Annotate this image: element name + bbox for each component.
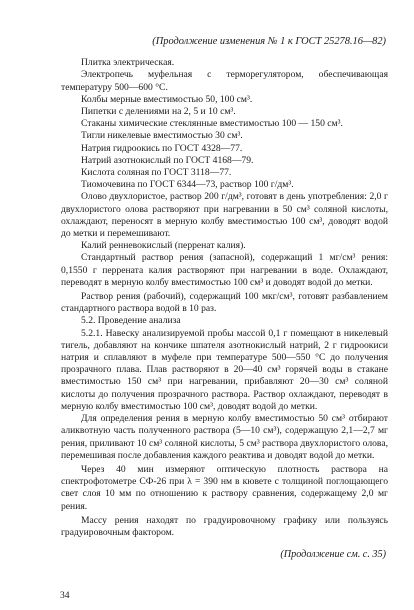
list-item: Кислота соляная по ГОСТ 3118—77. (81, 167, 232, 179)
paragraph-determination: Для определения рения в мерную колбу вместимостью 50 см³ отбирают аликвотную часть полученного раствора (5—10 см³), содержащую 2,1—2,7 мг рения, приливают 10 см³ соляной кислоты, 5 см³ раствора двухлористого олова, перемешивая после добавления каждого реактива и доводят водой до метки. (61, 413, 388, 461)
list-item: Натрия гидроокись по ГОСТ 4328—77. (81, 142, 243, 154)
list-item: Натрий азотнокислый по ГОСТ 4168—79. (81, 154, 254, 166)
section-heading: 5.2. Проведение анализа (81, 315, 181, 327)
paragraph-tin-chloride: Олово двухлористое, раствор 200 г/дм³, готовят в день употребления: 2,0 г двухлористого олова растворяют при нагревании в 50 см³ соляной кислоты, охлаждают, переносят в мерную колбу вместимостью 100 см³, доводят водой до метки и перемешивают. (61, 191, 388, 240)
paragraph-sample-prep: 5.2.1. Навеску анализируемой пробы массой 0,1 г помещают в никелевый тигель, добавляют на кончике шпателя азотнокислый натрий, 2 г гидроокиси натрия и сплавляют в муфеле при температуре 500—550 °С до получения прозрачного плава. Плав растворяют в 20—40 см³ горячей воды в стакане вместимостью 150 см³ при нагревании, прибавляют 20—30 см³ соляной кислоты до получения прозрачного раствора. Раствор охлаждают, переводят в мерную колбу вместимостью 100 см³, доводят водой до метки. (61, 327, 388, 412)
paragraph-calculation: Массу рения находят по градуировочному графику или пользуясь градуировочным фактором. (61, 514, 388, 538)
paragraph-perrhenate: Калий ренневокислый (перренат калия). (81, 240, 246, 252)
paragraph-working-solution: Раствор рения (рабочий), содержащий 100 мкг/см³, готовят разбавлением стандартного раствора водой в 10 раз. (61, 291, 388, 315)
list-item: Пипетки с делениями на 2, 5 и 10 см³. (81, 106, 236, 118)
paragraph-standard-solution: Стандартный раствор рения (запасной), содержащий 1 мг/см³ рения: 0,1550 г перрената калия растворяют при нагревании в воде. Охлаждают, переводят в мерную колбу вместимостью 100 см³ и доводят водой до метки. (61, 252, 388, 288)
page-number: 34 (60, 590, 70, 601)
list-item: Тигли никелевые вместимостью 30 см³. (81, 130, 243, 142)
paragraph-measurement: Через 40 мин измеряют оптическую плотность раствора на спектрофотометре СФ-26 при λ = 390 нм в кювете с толщиной поглощающего свет слоя 10 мм по отношению к раствору сравнения, содержащему 2,0 мг рения. (61, 463, 388, 512)
list-item: Электропечь муфельная с терморегулятором, обеспечивающая температуру 500—600 °С. (61, 69, 388, 93)
continuation-note: (Продолжение см. с. 35) (280, 549, 386, 561)
page-header: (Продолжение изменения № 1 к ГОСТ 25278.16—82) (152, 36, 386, 47)
list-item: Плитка электрическая. (81, 57, 175, 69)
list-item: Колбы мерные вместимостью 50, 100 см³. (81, 93, 253, 105)
list-item: Стаканы химические стеклянные вместимостью 100 — 150 см³. (81, 118, 343, 130)
list-item: Тиомочевина по ГОСТ 6344—73, раствор 100 г/дм³. (81, 179, 294, 191)
